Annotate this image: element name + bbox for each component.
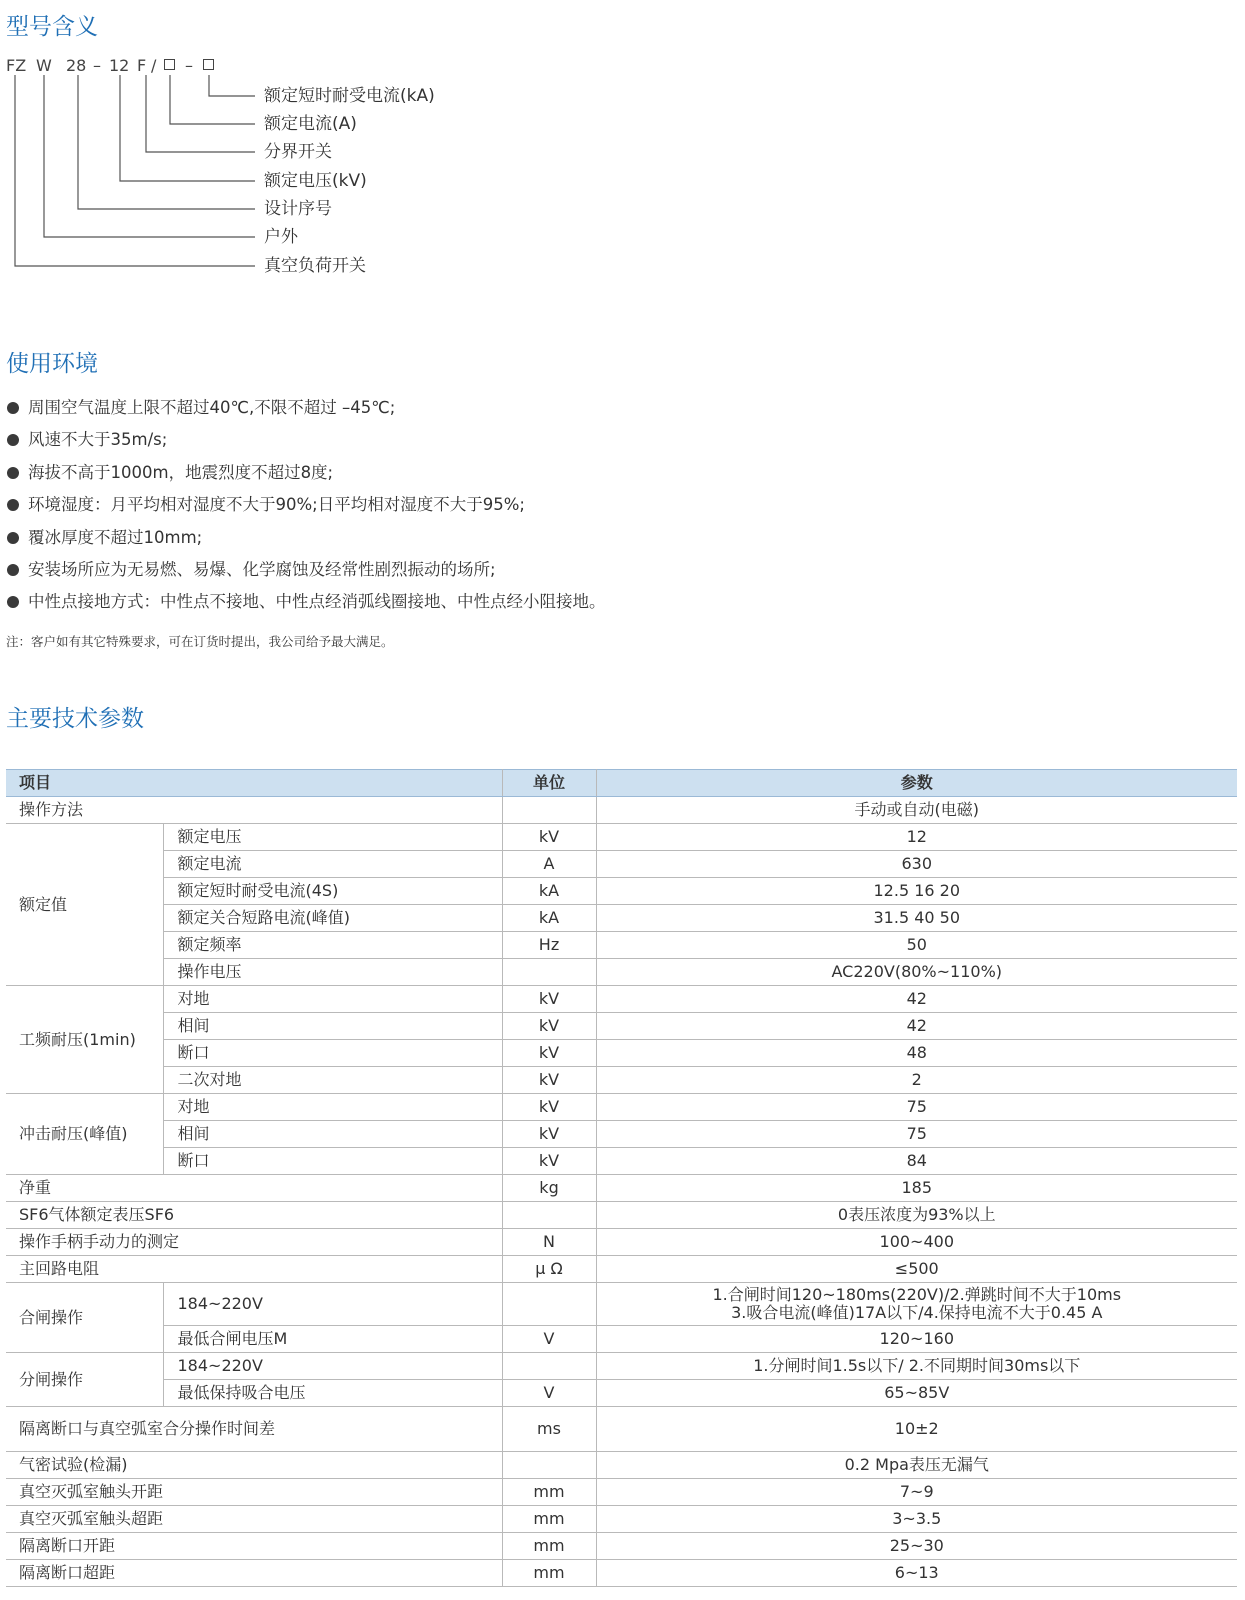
code-slash: / <box>151 56 157 75</box>
table-row: 隔离断口与真空弧室合分操作时间差 ms 10±2 <box>6 1407 1237 1452</box>
table-row: 操作方法 手动或自动(电磁) <box>6 797 1237 824</box>
spec-table <box>6 769 1237 1587</box>
model-section-title: 型号含义 <box>6 14 98 40</box>
table-header-row <box>6 770 1237 797</box>
bullet-icon <box>7 596 19 608</box>
bullet-icon <box>7 467 19 479</box>
list-item: 环境湿度：月平均相对湿度不大于90%;日平均相对湿度不大于95%; <box>6 495 606 527</box>
code-28: 28 <box>66 56 87 75</box>
header-unit: 单位 <box>502 770 596 797</box>
table-row: 相间 kV 75 <box>6 1121 1237 1148</box>
code-f: F <box>137 56 147 75</box>
table-row: 真空灭弧室触头超距 mm 3~3.5 <box>6 1506 1237 1533</box>
meaning-design-number: 设计序号 <box>264 199 332 219</box>
table-row: 净重 kg 185 <box>6 1175 1237 1202</box>
header-item: 项目 <box>6 770 502 797</box>
list-item: 风速不大于35m/s; <box>6 430 606 462</box>
table-row: 额定关合短路电流(峰值) kA 31.5 40 50 <box>6 905 1237 932</box>
group-rated: 额定值 <box>6 824 163 986</box>
meaning-boundary-switch: 分界开关 <box>264 142 332 162</box>
table-row: 最低合闸电压M V 120~160 <box>6 1326 1237 1353</box>
table-row: 工频耐压(1min) 对地 kV 42 <box>6 986 1237 1013</box>
table-row: 操作电压 AC220V(80%~110%) <box>6 959 1237 986</box>
group-opening: 分闸操作 <box>6 1353 163 1407</box>
table-row: 分闸操作 184~220V 1.分闸时间1.5s以下/ 2.不同期时间30ms以下 <box>6 1353 1237 1380</box>
bullet-icon <box>7 564 19 576</box>
table-row: 额定电流 A 630 <box>6 851 1237 878</box>
bullet-icon <box>7 434 19 446</box>
connector-line-voltage <box>120 75 255 181</box>
meaning-short-time-current: 额定短时耐受电流(kA) <box>264 86 435 106</box>
table-row: 隔离断口超距 mm 6~13 <box>6 1560 1237 1587</box>
code-dash-1: – <box>93 56 101 75</box>
connector-line-outdoor <box>44 75 255 237</box>
table-row: SF6气体额定表压SF6 0表压浓度为93%以上 <box>6 1202 1237 1229</box>
connector-line-current <box>170 75 255 124</box>
table-row: 冲击耐压(峰值) 对地 kV 75 <box>6 1094 1237 1121</box>
table-row: 断口 kV 48 <box>6 1040 1237 1067</box>
list-item: 中性点接地方式：中性点不接地、中性点经消弧线圈接地、中性点经小阻接地。 <box>6 592 606 624</box>
code-dash-2: – <box>185 56 193 75</box>
table-row: 额定值 额定电压 kV 12 <box>6 824 1237 851</box>
table-row: 相间 kV 42 <box>6 1013 1237 1040</box>
code-12: 12 <box>109 56 130 75</box>
environment-note: 注：客户如有其它特殊要求，可在订货时提出，我公司给予最大满足。 <box>6 634 394 649</box>
list-item: 覆冰厚度不超过10mm; <box>6 528 606 560</box>
connector-line-short-time <box>209 75 255 96</box>
meaning-rated-current: 额定电流(A) <box>264 114 357 134</box>
specs-section-title: 主要技术参数 <box>6 706 144 732</box>
header-value: 参数 <box>596 770 1237 797</box>
connector-line-boundary <box>146 75 255 152</box>
list-item: 安装场所应为无易燃、易爆、化学腐蚀及经常性剧烈振动的场所; <box>6 560 606 592</box>
model-connector-lines <box>0 0 300 280</box>
table-row: 气密试验(检漏) 0.2 Mpa表压无漏气 <box>6 1452 1237 1479</box>
connector-line-design <box>78 75 255 209</box>
table-row: 主回路电阻 μ Ω ≤500 <box>6 1256 1237 1283</box>
bullet-icon <box>7 532 19 544</box>
table-row: 最低保持吸合电压 V 65~85V <box>6 1380 1237 1407</box>
meaning-vacuum-load-switch: 真空负荷开关 <box>264 256 366 276</box>
table-row: 额定短时耐受电流(4S) kA 12.5 16 20 <box>6 878 1237 905</box>
table-row: 真空灭弧室触头开距 mm 7~9 <box>6 1479 1237 1506</box>
code-w: W <box>36 56 52 75</box>
list-item: 海拔不高于1000m，地震烈度不超过8度; <box>6 463 606 495</box>
code-fz: FZ <box>6 56 27 75</box>
table-row: 合闸操作 184~220V 1.合闸时间120~180ms(220V)/2.弹跳时间不大于10ms 3.吸合电流(峰值)17A以下/4.保持电流不大于0.45 A <box>6 1283 1237 1326</box>
table-row: 隔离断口开距 mm 25~30 <box>6 1533 1237 1560</box>
table-row: 额定频率 Hz 50 <box>6 932 1237 959</box>
bullet-icon <box>7 402 19 414</box>
list-item: 周围空气温度上限不超过40℃,不限不超过 –45℃; <box>6 398 606 430</box>
meaning-outdoor: 户外 <box>264 227 298 247</box>
group-closing: 合闸操作 <box>6 1283 163 1353</box>
environment-section-title: 使用环境 <box>6 351 98 377</box>
meaning-rated-voltage: 额定电压(kV) <box>264 171 367 191</box>
table-row: 断口 kV 84 <box>6 1148 1237 1175</box>
group-impulse: 冲击耐压(峰值) <box>6 1094 163 1175</box>
bullet-icon <box>7 499 19 511</box>
group-power-frequency: 工频耐压(1min) <box>6 986 163 1094</box>
environment-list <box>6 398 606 625</box>
table-row: 操作手柄手动力的测定 N 100~400 <box>6 1229 1237 1256</box>
table-row: 二次对地 kV 2 <box>6 1067 1237 1094</box>
